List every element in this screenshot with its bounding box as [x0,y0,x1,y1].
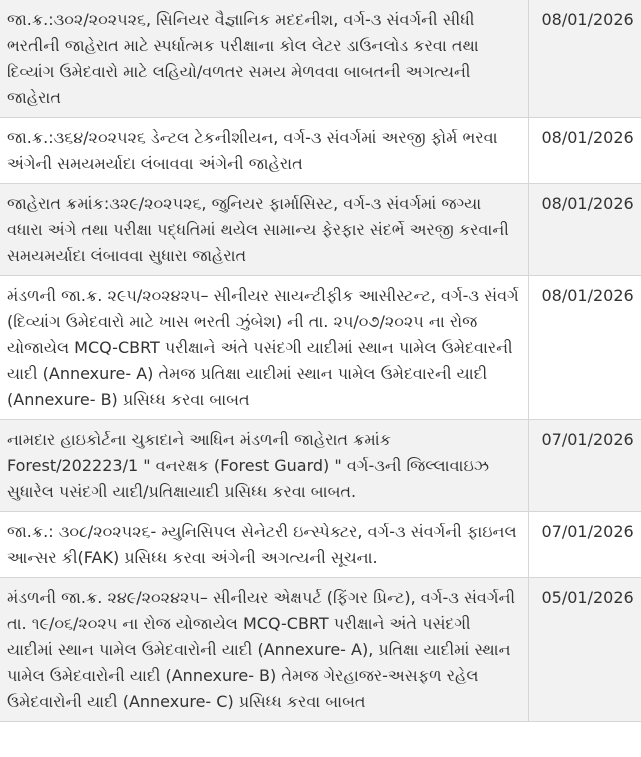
notice-link[interactable]: જાહેરાત ક્રમાંક:૩૨૯/૨૦૨૫૨૬, જુનિયર ફાર્માસિસ્ટ, વર્ગ-૩ સંવર્ગમાં જગ્યા વધારા અંગે તથા પરીક્ષા પદ્ધતિમાં થયેલ સામાન્ય ફેરફાર સંદર્ભે અરજી કરવાની સમયમર્યાદા લંબાવવા સુધારા જાહેરાત [7,194,509,265]
notice-date: 08/01/2026 [541,286,634,305]
notice-link[interactable]: નામદાર હાઇકોર્ટના ચુકાદાને આધિન મંડળની જાહેરાત ક્રમાંક Forest/202223/1 " વનરક્ષક (Forest Guard) " વર્ગ-૩ની જિલ્લાવાઇઝ સુધારેલ પસંદગી યાદી/પ્રતિક્ષાયાદી પ્રસિધ્ધ કરવા બાબત. [7,430,490,501]
notice-title-cell [0,0,528,118]
table-row [0,420,641,512]
notice-link[interactable]: જા.ક્ર.:૩૦૨/૨૦૨૫૨૬, સિનિયર વૈજ્ઞાનિક મદદનીશ, વર્ગ-૩ સંવર્ગની સીધી ભરતીની જાહેરાત માટે સ્પર્ધાત્મક પરીક્ષાના કોલ લેટર ડાઉનલોડ કરવા તથા દિવ્યાંગ ઉમેદવારો માટે લહિયો/વળતર સમય મેળવવા બાબતની અગત્યની જાહેરાત [7,10,479,107]
notice-link[interactable]: જા.ક્ર.:૩૬૪/૨૦૨૫૨૬ ડેન્ટલ ટેકનીશીયન, વર્ગ-૩ સંવર્ગમાં અરજી ફોર્મ ભરવા અંગેની સમયમર્યાદા લંબાવવા અંગેની જાહેરાત [7,128,498,173]
notice-title-cell [0,184,528,276]
table-row [0,0,641,118]
notice-date: 07/01/2026 [541,522,634,541]
notice-link[interactable]: મંડળની જા.ક્ર. ૨૪૯/૨૦૨૪૨૫– સીનીયર એક્ષપર્ટ (ફિંગર પ્રિન્ટ), વર્ગ-૩ સંવર્ગની તા. ૧૯/૦૬/૨૦૨૫ ના રોજ યોજાયેલ MCQ-CBRT પરીક્ષાને અંતે પસંદગી યાદીમાં સ્થાન પામેલ ઉમેદવારોની યાદી (Annexure- A), પ્રતિક્ષા યાદીમાં સ્થાન પામેલ ઉમેદવારોની યાદી (Annexure- B) તેમજ ગેરહાજર-અસફળ રહેલ ઉમેદવારોની યાદી (Annexure- C) પ્રસિધ્ધ કરવા બાબત [7,588,516,711]
notice-title-cell [0,578,528,722]
table-row [0,184,641,276]
notice-date: 08/01/2026 [541,10,634,29]
notice-title-cell [0,512,528,578]
notice-date: 05/01/2026 [541,588,634,607]
table-row [0,118,641,184]
notice-title-cell [0,276,528,420]
table-row [0,578,641,722]
notice-date: 08/01/2026 [541,194,634,213]
notice-date: 08/01/2026 [541,128,634,147]
table-row [0,276,641,420]
notice-title-cell [0,420,528,512]
table-row [0,512,641,578]
notice-date: 07/01/2026 [541,430,634,449]
notice-link[interactable]: જા.ક્ર.: ૩૦૮/૨૦૨૫૨૬- મ્યુનિસિપલ સેનેટરી ઇન્સ્પેક્ટર, વર્ગ-૩ સંવર્ગની ફાઇનલ આન્સર કી(FAK) પ્રસિધ્ધ કરવા અંગેની અગત્યની સૂચના. [7,522,517,567]
notice-link[interactable]: મંડળની જા.ક્ર. ૨૯૫/૨૦૨૪૨૫– સીનીયર સાયન્ટીફીક આસીસ્ટન્ટ, વર્ગ-૩ સંવર્ગ (દિવ્યાંગ ઉમેદવારો માટે ખાસ ભરતી ઝુંબેશ) ની તા. ૨૫/૦૭/૨૦૨૫ ના રોજ યોજાયેલ MCQ-CBRT પરીક્ષાને અંતે પસંદગી યાદીમાં સ્થાન પામેલ ઉમેદવારની યાદી (Annexure- A) તેમજ પ્રતિક્ષા યાદીમાં સ્થાન પામેલ ઉમેદવારની યાદી (Annexure- B) પ્રસિધ્ધ કરવા બાબત [7,286,519,409]
notice-title-cell [0,118,528,184]
